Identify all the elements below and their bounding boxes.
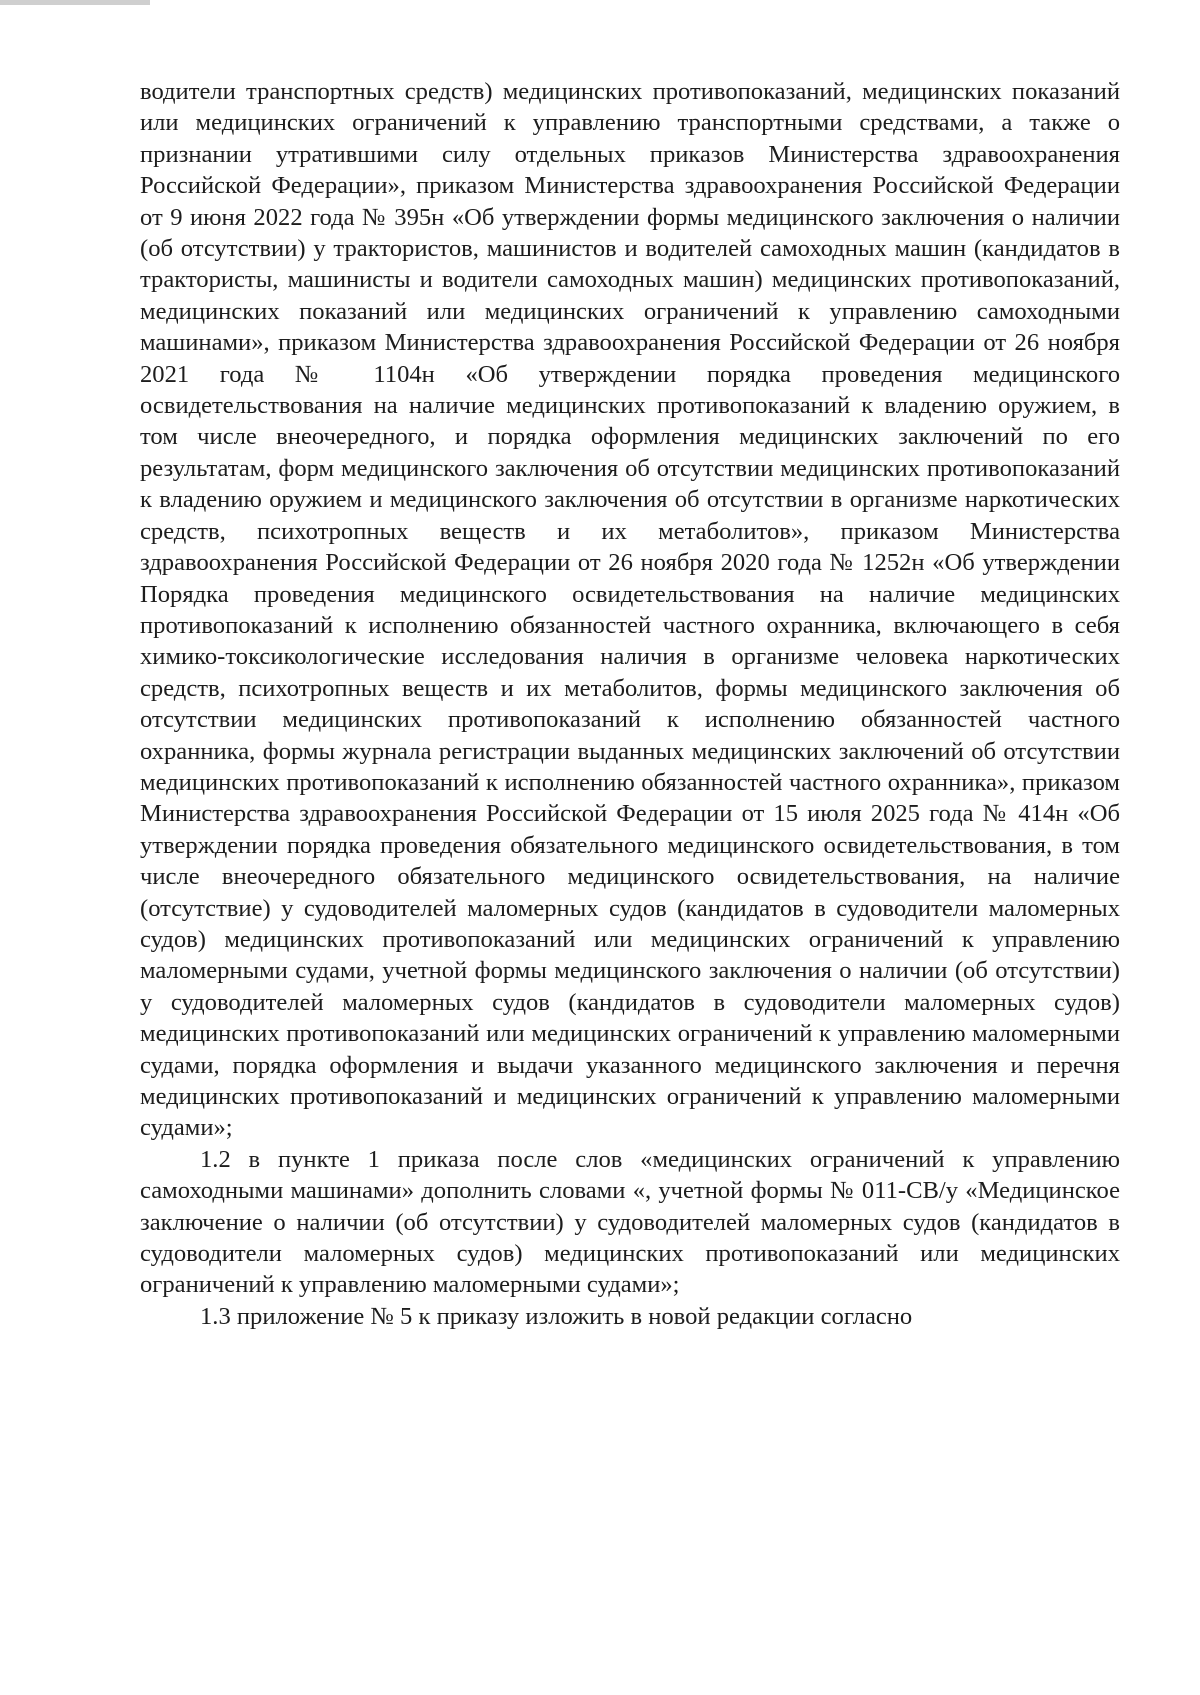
document-body	[140, 76, 1120, 1332]
paragraph-item-1-3: 1.3 приложение № 5 к приказу изложить в новой редакции согласно	[200, 1302, 913, 1330]
scan-edge-artifact	[0, 0, 150, 5]
paragraph-continuation: водители транспортных средств) медицинских противопоказаний, медицинских показаний или медицинских ограничений к управлению транспортными средствами, а также о признании утратившими силу отдельных приказов Министерства здравоохранения Российской Федерации», приказом Министерства здравоохранения Российской Федерации от 9 июня 2022 года № 395н «Об утверждении формы медицинского заключения о наличии (об отсутствии) у трактористов, машинистов и водителей самоходных машин (кандидатов в трактористы, машинисты и водители самоходных машин) медицинских противопоказаний, медицинских показаний или медицинских ограничений к управлению самоходными машинами», приказом Министерства здравоохранения Российской Федерации от 26 ноября 2021 года № 1104н «Об утверждении порядка проведения медицинского освидетельствования на наличие медицинских противопоказаний к владению оружием, в том числе внеочередного, и порядка оформления медицинских заключений по его результатам, форм медицинского заключения об отсутствии медицинских противопоказаний к владению оружием и медицинского заключения об отсутствии в организме наркотических средств, психотропных веществ и их метаболитов», приказом Министерства здравоохранения Российской Федерации от 26 ноября 2020 года № 1252н «Об утверждении Порядка проведения медицинского освидетельствования на наличие медицинских противопоказаний к исполнению обязанностей частного охранника, включающего в себя химико-токсикологические исследования наличия в организме человека наркотических средств, психотропных веществ и их метаболитов, формы медицинского заключения об отсутствии медицинских противопоказаний к исполнению обязанностей частного охранника, формы журнала регистрации выданных медицинских заключений об отсутствии медицинских противопоказаний к исполнению обязанностей частного охранника», приказом Министерства здравоохранения Российской Федерации от 15 июля 2025 года № 414н «Об утверждении порядка проведения обязательного медицинского освидетельствования, в том числе внеочередного обязательного медицинского освидетельствования, на наличие (отсутствие) у судоводителей маломерных судов (кандидатов в судоводители маломерных судов) медицинских противопоказаний или медицинских ограничений к управлению маломерными судами, учетной формы медицинского заключения о наличии (об отсутствии) у судоводителей маломерных судов (кандидатов в судоводители маломерных судов) медицинских противопоказаний или медицинских ограничений к управлению маломерными судами, порядка оформления и выдачи указанного медицинского заключения и перечня медицинских противопоказаний и медицинских ограничений к управлению маломерными судами»;	[140, 78, 1120, 1142]
paragraph-item-1-2: 1.2 в пункте 1 приказа после слов «медицинских ограничений к управлению самоходными машинами» дополнить словами «, учетной формы № 011-СВ/у «Медицинское заключение о наличии (об отсутствии) у судоводителей маломерных судов (кандидатов в судоводители маломерных судов) медицинских противопоказаний или медицинских ограничений к управлению маломерными судами»;	[140, 1145, 1120, 1299]
